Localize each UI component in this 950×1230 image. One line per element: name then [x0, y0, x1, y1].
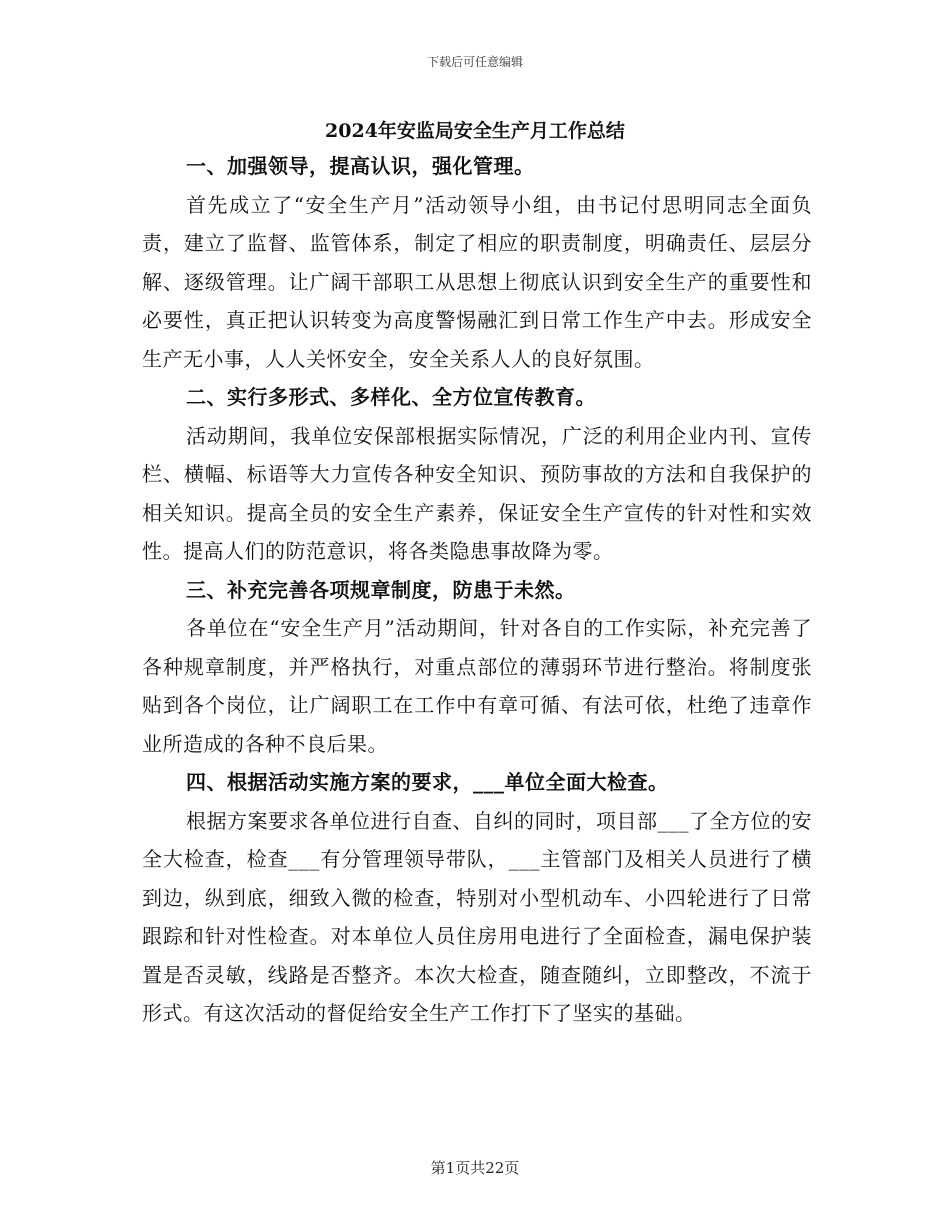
section-paragraph-4: 根据方案要求各单位进行自查、自纠的同时，项目部___了全方位的安全大检查，检查___有分管理领导带队，___主管部门及相关人员进行了横到边，纵到底，细致入微的检查，特别对小型机动车、小四轮进行了日常跟踪和针对性检查。对本单位人员住房用电进行了全面检查，漏电保护装置是否灵敏，线路是否整齐。本次大检查，随查随纠，立即整改，不流于形式。有这次活动的督促给安全生产工作打下了坚实的基础。	[142, 808, 812, 1025]
page-number-footer: 第1页共22页	[430, 1159, 520, 1177]
section-paragraph-1: 首先成立了“安全生产月”活动领导小组，由书记付思明同志全面负责，建立了监督、监管体系，制定了相应的职责制度，明确责任、层层分解、逐级管理。让广阔干部职工从思想上彻底认识到安全生产的重要性和必要性，真正把认识转变为高度警惕融汇到日常工作生产中去。形成安全生产无小事，人人关怀安全，安全关系人人的良好氛围。	[142, 192, 812, 371]
header-note: 下载后可任意编辑	[426, 55, 523, 69]
section-heading-3: 三、补充完善各项规章制度，防患于未然。	[186, 577, 576, 602]
section-heading-4: 四、根据活动实施方案的要求，___单位全面大检查。	[186, 770, 669, 794]
section-heading-1: 一、加强领导，提高认识，强化管理。	[186, 154, 535, 178]
document-title: 2024年安监局安全生产月工作总结	[325, 120, 625, 142]
document-body	[142, 147, 812, 1033]
section-paragraph-2: 活动期间，我单位安保部根据实际情况，广泛的利用企业内刊、宣传栏、横幅、标语等大力宣传各种安全知识、预防事故的方法和自我保护的相关知识。提高全员的安全生产素养，保证安全生产宣传的针对性和实效性。提高人们的防范意识，将各类隐患事故降为零。	[142, 423, 812, 563]
section-heading-2: 二、实行多形式、多样化、全方位宣传教育。	[186, 385, 596, 409]
section-paragraph-3: 各单位在“安全生产月”活动期间，针对各自的工作实际，补充完善了各种规章制度，并严格执行，对重点部位的薄弱环节进行整治。将制度张贴到各个岗位，让广阔职工在工作中有章可循、有法可依，杜绝了违章作业所造成的各种不良后果。	[142, 616, 812, 756]
